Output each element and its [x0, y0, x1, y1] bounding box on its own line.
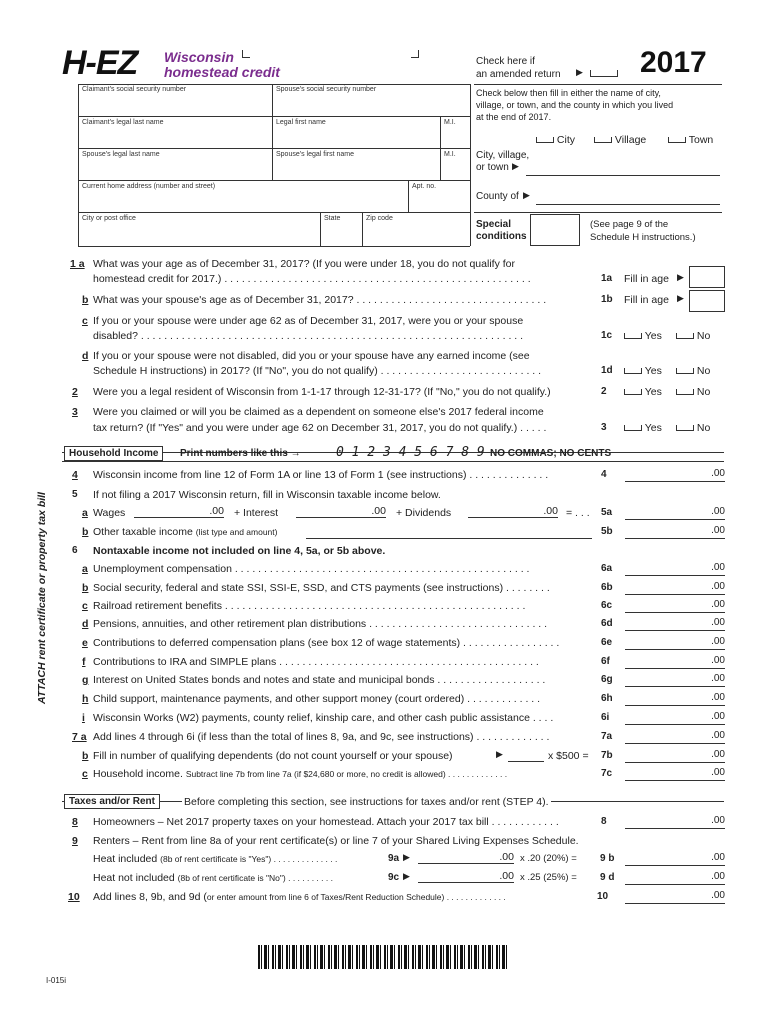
line-ref: 6h — [601, 693, 613, 704]
line-ref: 8 — [601, 816, 607, 827]
no-commas-notice: NO COMMAS; NO CENTS — [490, 448, 612, 459]
line-ref: 6i — [601, 712, 610, 723]
spouse-last-name-field[interactable]: Spouse's legal last name — [82, 151, 160, 158]
town-checkbox[interactable] — [668, 134, 713, 146]
line-ref: 6e — [601, 637, 613, 648]
taxes-section-note: Before completing this section, see instructions for taxes and/or rent (STEP 4). — [184, 796, 549, 808]
yes-label: Yes — [644, 365, 662, 377]
line6g-text: Interest on United States bonds and notes and state and municipal bonds . . . . . . . . . . . . . . . . . . . — [93, 674, 546, 686]
line-ref: 4 — [601, 469, 607, 480]
yes-label: Yes — [644, 330, 662, 342]
arrow-icon: ▶ — [403, 871, 410, 881]
line-ref: 6b — [601, 582, 613, 593]
line-number: d — [82, 350, 89, 362]
line-number: h — [82, 693, 89, 705]
line-number: b — [82, 294, 89, 306]
county-label: County of — [476, 191, 519, 202]
dependents-input[interactable] — [508, 761, 544, 762]
line6h-amount-input[interactable]: .00 — [625, 691, 725, 706]
line-number: f — [82, 656, 86, 668]
line-ref: 2 — [601, 386, 607, 397]
line-ref: 9a — [388, 853, 400, 864]
line-ref: 7b — [601, 750, 613, 761]
wages-input[interactable]: .00 — [134, 505, 224, 518]
q2-yes-checkbox[interactable] — [624, 386, 662, 398]
q1d-yes-checkbox[interactable] — [624, 365, 662, 377]
grid-line — [272, 148, 273, 180]
grid-line — [78, 84, 470, 85]
line9a-amount-input[interactable]: .00 — [418, 851, 514, 864]
line6a-amount-input[interactable]: .00 — [625, 561, 725, 576]
line-number: 7 a — [72, 731, 87, 743]
line-ref: 1c — [601, 330, 613, 341]
line-ref: 6c — [601, 600, 613, 611]
line6h-text: Child support, maintenance payments, and other support money (court ordered) . . . . . . . . . . . . . — [93, 693, 541, 705]
q3-text-2: tax return? (If "Yes" and you were under age 62 on December 31, 2017, you do not qualify.) . . . . . — [93, 422, 547, 434]
line7b-text: Fill in number of qualifying dependents (do not count yourself or your spouse) — [93, 750, 453, 762]
line9c-amount-input[interactable]: .00 — [418, 870, 514, 883]
line9a-text — [93, 853, 337, 865]
barcode — [258, 945, 508, 969]
line7c-note: Subtract line 7b from line 7a (if $24,680 or more, no credit is allowed) . . . . . . . . . . . . . — [185, 769, 508, 779]
line-number: d — [82, 618, 89, 630]
line6a-text: Unemployment compensation . . . . . . . . . . . . . . . . . . . . . . . . . . . . . . . . . . . . . . . . . . . . . . . . . . . — [93, 563, 530, 575]
village-checkbox[interactable] — [594, 134, 646, 146]
grid-line — [78, 148, 470, 149]
line6e-amount-input[interactable]: .00 — [625, 635, 725, 650]
line-number: b — [82, 750, 89, 762]
line6e-text: Contributions to deferred compensation plans (see box 12 of wage statements) . . . . . . . . . . . . . . . . . — [93, 637, 560, 649]
arrow-icon: ▶ — [512, 161, 519, 171]
line4-text: Wisconsin income from line 12 of Form 1A or line 13 of Form 1 (see instructions) . . . . . . . . . . . . . . — [93, 469, 549, 481]
residence-instructions-2: village, or town, and the county in which you lived — [476, 100, 674, 110]
line5b-label: Other taxable income — [93, 526, 193, 538]
grid-line — [78, 246, 470, 247]
q2-no-checkbox[interactable] — [676, 386, 710, 398]
line9a-label: Heat included — [93, 853, 158, 865]
line7b-multiplier: x $500 = — [548, 750, 589, 762]
q1c-no-checkbox[interactable] — [676, 330, 710, 342]
q1a-text-2: homestead credit for 2017.) . . . . . . . . . . . . . . . . . . . . . . . . . . . . . . . . . . . . . . . . . . . . . . . . . . . . . — [93, 273, 531, 285]
grid-line — [408, 180, 409, 212]
cvt-label-1: City, village, — [476, 150, 530, 161]
line6g-amount-input[interactable]: .00 — [625, 672, 725, 687]
line5b-note: (list type and amount) — [195, 527, 278, 537]
cvt-label-2: or town — [476, 162, 509, 173]
line7a-amount-input[interactable]: .00 — [625, 729, 725, 744]
city-field[interactable]: City or post office — [82, 215, 136, 222]
print-numbers-label: Print numbers like this → — [180, 448, 301, 459]
q3-no-checkbox[interactable] — [676, 422, 710, 434]
line-ref: 7a — [601, 731, 613, 742]
section-rule — [62, 461, 724, 462]
equals-dots: = . . . — [566, 507, 590, 519]
amended-checkbox[interactable] — [590, 70, 618, 77]
line-ref: 6g — [601, 674, 613, 685]
form-code: H-EZ — [62, 44, 138, 82]
line9c-text — [93, 872, 333, 884]
claimant-ssn-field[interactable]: Claimant's social security number — [82, 86, 187, 93]
line-number: 2 — [72, 386, 78, 398]
attach-side-text: ATTACH rent certificate or property tax bill — [36, 492, 48, 704]
village-option-label: Village — [614, 134, 647, 146]
fill-age-label: Fill in age — [624, 294, 669, 306]
mi-field[interactable]: M.I. — [444, 119, 456, 126]
line-ref: 7c — [601, 768, 613, 779]
line4-amount-input[interactable]: .00 — [625, 467, 725, 482]
line-number: c — [82, 600, 88, 612]
see-page-note-2: Schedule H instructions.) — [590, 232, 696, 243]
line-number: c — [82, 768, 88, 780]
form-state: Wisconsin — [164, 49, 234, 65]
yes-label: Yes — [644, 386, 662, 398]
line8-text: Homeowners – Net 2017 property taxes on your homestead. Attach your 2017 tax bill . . . . . . . . . . . . — [93, 816, 559, 828]
corner-mark-right — [411, 50, 419, 58]
fill-age-label: Fill in age — [624, 273, 669, 285]
special-conditions-label-1: Special — [476, 219, 512, 230]
arrow-icon: ▶ — [677, 293, 684, 303]
line-ref: 1d — [601, 365, 613, 376]
line8-amount-input[interactable]: .00 — [625, 814, 725, 829]
sample-digits: 0 1 2 3 4 5 6 7 8 9 — [336, 445, 485, 460]
apt-field[interactable]: Apt. no. — [412, 183, 437, 190]
grid-line — [362, 212, 363, 246]
line9d-amount-input[interactable]: .00 — [625, 870, 725, 885]
line-ref: 9 d — [600, 872, 615, 883]
grid-line — [78, 180, 470, 181]
line9c-label: Heat not included — [93, 872, 175, 884]
line-number: 6 — [72, 545, 78, 556]
line-number: 4 — [72, 469, 78, 481]
spouse-ssn-field[interactable]: Spouse's social security number — [276, 86, 377, 93]
line9b-amount-input[interactable]: .00 — [625, 851, 725, 866]
line6i-amount-input[interactable]: .00 — [625, 710, 725, 725]
see-page-note-1: (See page 9 of the — [590, 219, 669, 230]
line6c-text: Railroad retirement benefits . . . . . . . . . . . . . . . . . . . . . . . . . . . . . . . . . . . . . . . . . . . . . . . . . . . . — [93, 600, 526, 612]
yes-label: Yes — [644, 422, 662, 434]
line5-text: If not filing a 2017 Wisconsin return, fill in Wisconsin taxable income below. — [93, 489, 441, 501]
line-ref: 1a — [601, 273, 613, 284]
claimant-last-name-field[interactable]: Claimant's legal last name — [82, 119, 164, 126]
town-option-label: Town — [688, 134, 714, 146]
arrow-icon: ▶ — [576, 67, 583, 77]
address-field[interactable]: Current home address (number and street) — [82, 183, 216, 190]
wages-label: Wages — [93, 507, 126, 519]
line-number: a — [82, 507, 88, 519]
form-name: homestead credit — [164, 64, 280, 80]
line9a-note: (8b of rent certificate is "Yes") . . . . . . . . . . . . . . — [160, 854, 338, 864]
q1a-text-1: What was your age as of December 31, 2017? (If you were under 18, you do not qualify for — [93, 258, 515, 270]
spouse-first-name-field[interactable]: Spouse's legal first name — [276, 151, 354, 158]
line6-text: Nontaxable income not included on line 4, 5a, or 5b above. — [93, 545, 386, 557]
line7c-amount-input[interactable]: .00 — [625, 766, 725, 781]
line-number: 1 a — [70, 258, 85, 270]
line5b-text — [93, 526, 277, 538]
line-number: a — [82, 563, 88, 575]
line7b-amount-input[interactable]: .00 — [625, 748, 725, 763]
line7a-text: Add lines 4 through 6i (if less than the total of lines 8, 9a, and 9c, see instructions) . . . . . . . . . . . . . — [93, 731, 550, 743]
q1d-text-2: Schedule H instructions) in 2017? (If "No", you do not qualify) . . . . . . . . . . . . . . . . . . . . . . . . . . . . — [93, 365, 542, 377]
line10-note: or enter amount from line 6 of Taxes/Rent Reduction Schedule) . . . . . . . . . . . . . — [206, 892, 506, 902]
line-number: 10 — [68, 891, 80, 903]
line6f-text: Contributions to IRA and SIMPLE plans . . . . . . . . . . . . . . . . . . . . . . . . . . . . . . . . . . . . . . . . . . . . . — [93, 656, 539, 668]
line6f-amount-input[interactable]: .00 — [625, 654, 725, 669]
residence-instructions-1: Check below then fill in either the name of city, — [476, 88, 661, 98]
grid-line — [440, 116, 441, 180]
line7c-label: Household income. — [93, 768, 183, 780]
amended-label-2: an amended return — [476, 69, 561, 80]
no-label: No — [696, 422, 711, 434]
county-input[interactable] — [536, 204, 720, 205]
line9c-note: (8b of rent certificate is "No") . . . . . . . . . . — [177, 873, 333, 883]
line-number: g — [82, 674, 89, 686]
zip-field[interactable]: Zip code — [366, 215, 393, 222]
form-year: 2017 — [640, 46, 707, 79]
grid-line — [320, 212, 321, 246]
q1b-text: What was your spouse's age as of December 31, 2017? . . . . . . . . . . . . . . . . . . . . . . . . . . . . . . . . . — [93, 294, 547, 306]
line6b-text: Social security, federal and state SSI, SSI-E, SSD, and CTS payments (see instructions) . . . . . . . . — [93, 582, 550, 594]
q1d-no-checkbox[interactable] — [676, 365, 710, 377]
corner-mark-left — [242, 50, 250, 58]
line6d-text: Pensions, annuities, and other retirement plan distributions . . . . . . . . . . . . . . . . . . . . . . . . . . . . . . . — [93, 618, 548, 630]
arrow-icon: ▶ — [677, 272, 684, 282]
line5b-amount-input[interactable]: .00 — [625, 524, 725, 539]
panel-line — [474, 84, 722, 85]
line6c-amount-input[interactable]: .00 — [625, 598, 725, 613]
no-label: No — [696, 365, 711, 377]
arrow-icon: ▶ — [523, 190, 530, 200]
line5b-type-input[interactable] — [306, 538, 592, 539]
state-field[interactable]: State — [324, 215, 341, 222]
line-ref: 6d — [601, 618, 613, 629]
taxes-section-title: Taxes and/or Rent — [64, 794, 160, 809]
line10-label: Add lines 8, 9b, and 9d ( — [93, 891, 207, 903]
dividends-label: + Dividends — [396, 507, 452, 519]
line10-amount-input[interactable]: .00 — [625, 889, 725, 904]
arrow-icon: ▶ — [496, 749, 503, 759]
grid-line — [78, 84, 79, 246]
line-number: b — [82, 526, 89, 538]
city-village-town-input[interactable] — [526, 175, 720, 176]
line9a-multiplier: x .20 (20%) = — [520, 853, 577, 864]
section-title: Household Income — [64, 446, 163, 461]
line-ref: 6a — [601, 563, 613, 574]
line6i-text: Wisconsin Works (W2) payments, county relief, kinship care, and other cash public assistance . . . . — [93, 712, 554, 724]
line-ref: 5a — [601, 507, 613, 518]
your-age-input[interactable] — [689, 266, 725, 288]
spouse-age-input[interactable] — [689, 290, 725, 312]
line-ref: 9 b — [600, 853, 615, 864]
line-number: e — [82, 637, 88, 649]
q3-yes-checkbox[interactable] — [624, 422, 662, 434]
line-number: i — [82, 712, 85, 724]
q1c-text-2: disabled? . . . . . . . . . . . . . . . . . . . . . . . . . . . . . . . . . . . . . . . . . . . . . . . . . . . . . . . . . . . . . . . . . . — [93, 330, 524, 342]
arrow-icon: ▶ — [403, 852, 410, 862]
special-conditions-label-2: conditions — [476, 231, 527, 242]
line-number: 5 — [72, 489, 78, 500]
panel-line — [474, 212, 722, 213]
grid-line — [272, 84, 273, 148]
line5a-amount-input[interactable]: .00 — [625, 505, 725, 520]
q2-text: Were you a legal resident of Wisconsin from 1-1-17 through 12-31-17? (If "No," you do not qualify.) — [93, 386, 551, 398]
line9c-multiplier: x .25 (25%) = — [520, 872, 577, 883]
q1d-text-1: If you or your spouse were not disabled, did you or your spouse have any earned income (see — [93, 350, 530, 362]
line-ref: 5b — [601, 526, 613, 537]
line7c-text — [93, 768, 507, 780]
line-number: c — [82, 315, 88, 327]
interest-label: + Interest — [234, 507, 279, 519]
grid-line — [78, 116, 470, 117]
line-ref: 6f — [601, 656, 610, 667]
line-number: 9 — [72, 835, 78, 847]
interest-input[interactable]: .00 — [296, 505, 386, 518]
no-label: No — [696, 330, 711, 342]
line-ref: 10 — [597, 891, 609, 902]
line-ref: 3 — [601, 422, 607, 433]
grid-line — [78, 212, 470, 213]
q1c-text-1: If you or your spouse were under age 62 as of December 31, 2017, were you or your spouse — [93, 315, 524, 327]
city-option-label: City — [556, 134, 576, 146]
dividends-input[interactable]: .00 — [468, 505, 558, 518]
residence-instructions-3: at the end of 2017. — [476, 112, 552, 122]
no-label: No — [696, 386, 711, 398]
line-number: 8 — [72, 816, 78, 828]
city-checkbox[interactable] — [536, 134, 575, 146]
amended-label-1: Check here if — [476, 56, 535, 67]
q1c-yes-checkbox[interactable] — [624, 330, 662, 342]
grid-line — [470, 84, 471, 246]
legal-first-name-field[interactable]: Legal first name — [276, 119, 326, 126]
form-id: I-015i — [46, 976, 67, 985]
line10-text — [93, 891, 506, 903]
line6b-amount-input[interactable]: .00 — [625, 580, 725, 595]
q3-text-1: Were you claimed or will you be claimed as a dependent on someone else's 2017 federal income — [93, 406, 544, 418]
line-ref: 9c — [388, 872, 400, 883]
line6d-amount-input[interactable]: .00 — [625, 616, 725, 631]
special-conditions-input[interactable] — [530, 214, 580, 246]
spouse-mi-field[interactable]: M.I. — [444, 151, 456, 158]
line-number: b — [82, 582, 89, 594]
line-number: 3 — [72, 406, 78, 418]
line9-text: Renters – Rent from line 8a of your rent certificate(s) or line 7 of your Shared Living Expenses Schedule. — [93, 835, 579, 847]
line-ref: 1b — [601, 294, 613, 305]
